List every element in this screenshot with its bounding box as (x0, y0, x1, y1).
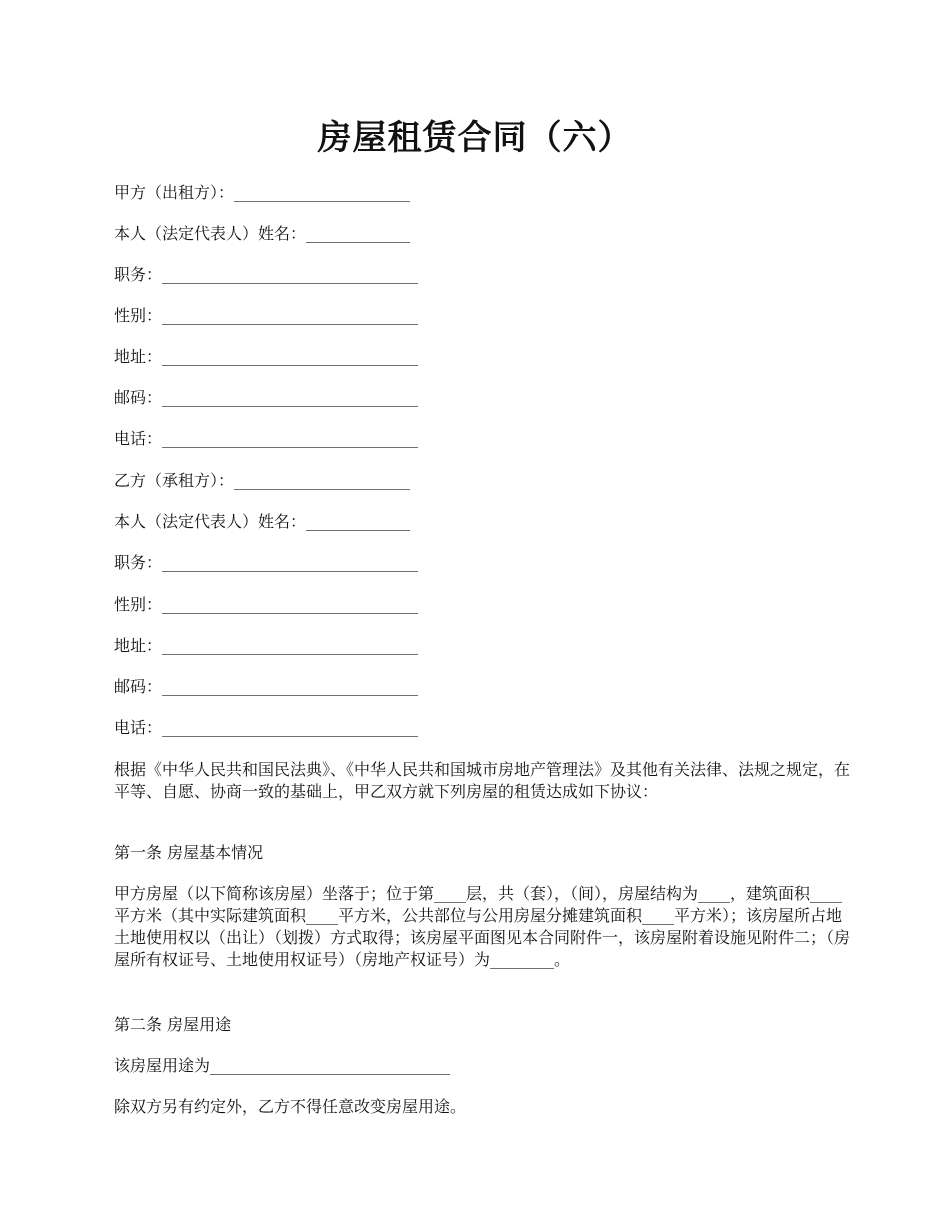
party-a-phone-field: 电话：________________________________ (114, 429, 419, 448)
party-a-representative-field: 本人（法定代表人）姓名：_____________ (114, 224, 411, 243)
party-a-lessor-field: 甲方（出租方）：______________________ (114, 183, 411, 202)
party-b-phone-field: 电话：________________________________ (114, 718, 419, 737)
article-1-heading: 第一条 房屋基本情况 (114, 843, 264, 862)
article-2-use-field: 该房屋用途为______________________________ (114, 1056, 451, 1075)
article-2-restriction: 除双方另有约定外，乙方不得任意改变房屋用途。 (114, 1097, 467, 1116)
party-a-address-field: 地址：________________________________ (114, 347, 419, 366)
party-b-address-field: 地址：________________________________ (114, 636, 419, 655)
party-b-position-field: 职务：________________________________ (114, 553, 419, 572)
party-b-lessee-field: 乙方（承租方）：______________________ (114, 471, 411, 490)
preamble-paragraph: 根据《中华人民共和国民法典》、《中华人民共和国城市房地产管理法》及其他有关法律、法规之规定，在平等、自愿、协商一致的基础上，甲乙双方就下列房屋的租赁达成如下协议： (114, 760, 851, 801)
party-a-position-field: 职务：________________________________ (114, 265, 419, 284)
party-a-postcode-field: 邮码：________________________________ (114, 388, 419, 407)
party-a-gender-field: 性别：________________________________ (114, 306, 419, 325)
document-title: 房屋租赁合同（六） (317, 118, 633, 158)
article-2-heading: 第二条 房屋用途 (114, 1015, 232, 1034)
article-1-text: 甲方房屋（以下简称该房屋）坐落于；位于第____层，共（套），（间），房屋结构为____，建筑面积____平方米（其中实际建筑面积____平方米，公共部位与公用房屋分摊建筑面积____平方米）；该房屋所占地土地使用权以（出让）（划拨）方式取得；该房屋平面图见本合同附件一，该房屋附着设施见附件二；（房屋所有权证号、土地使用权证号）（房地产权证号）为________。 (114, 884, 851, 969)
party-b-postcode-field: 邮码：________________________________ (114, 677, 419, 696)
party-b-gender-field: 性别：________________________________ (114, 595, 419, 614)
party-b-representative-field: 本人（法定代表人）姓名：_____________ (114, 512, 411, 531)
